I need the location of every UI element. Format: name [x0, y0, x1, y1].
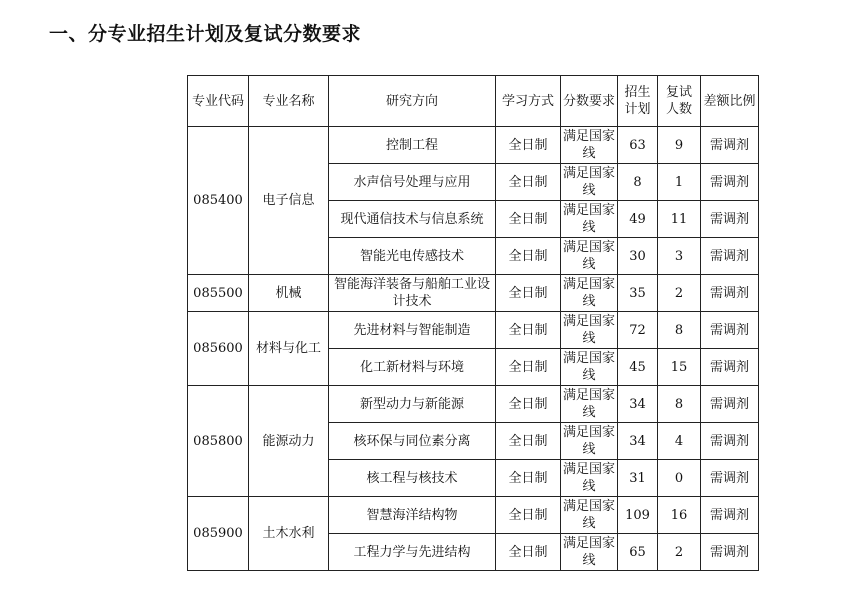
major-code-cell: 085900: [188, 497, 249, 571]
plan-cell: 63: [618, 127, 658, 164]
score-cell: 满足国家线: [561, 460, 618, 497]
direction-cell: 核环保与同位素分离: [329, 423, 496, 460]
major-code-cell: 085400: [188, 127, 249, 275]
header-code: 专业代码: [188, 76, 249, 127]
plan-cell: 31: [618, 460, 658, 497]
direction-cell: 工程力学与先进结构: [329, 534, 496, 571]
table-row: [188, 312, 759, 349]
header-ratio: 差额比例: [701, 76, 759, 127]
score-cell: 满足国家线: [561, 423, 618, 460]
header-plan: 招生计划: [618, 76, 658, 127]
retest-cell: 2: [658, 275, 701, 312]
retest-cell: 15: [658, 349, 701, 386]
ratio-cell: 需调剂: [701, 164, 759, 201]
direction-cell: 智慧海洋结构物: [329, 497, 496, 534]
score-cell: 满足国家线: [561, 497, 618, 534]
mode-cell: 全日制: [496, 201, 561, 238]
ratio-cell: 需调剂: [701, 312, 759, 349]
major-name-cell: 机械: [249, 275, 329, 312]
plan-cell: 49: [618, 201, 658, 238]
table-row: [188, 127, 759, 164]
direction-cell: 先进材料与智能制造: [329, 312, 496, 349]
plan-cell: 34: [618, 423, 658, 460]
retest-cell: 9: [658, 127, 701, 164]
major-code-cell: 085500: [188, 275, 249, 312]
admission-plan-table: [187, 75, 759, 571]
ratio-cell: 需调剂: [701, 423, 759, 460]
plan-cell: 8: [618, 164, 658, 201]
major-name-cell: 材料与化工: [249, 312, 329, 386]
ratio-cell: 需调剂: [701, 497, 759, 534]
plan-cell: 72: [618, 312, 658, 349]
retest-cell: 11: [658, 201, 701, 238]
retest-cell: 8: [658, 386, 701, 423]
score-cell: 满足国家线: [561, 312, 618, 349]
retest-cell: 8: [658, 312, 701, 349]
score-cell: 满足国家线: [561, 349, 618, 386]
direction-cell: 智能海洋装备与船舶工业设计技术: [329, 275, 496, 312]
major-name-cell: 电子信息: [249, 127, 329, 275]
ratio-cell: 需调剂: [701, 534, 759, 571]
plan-cell: 30: [618, 238, 658, 275]
mode-cell: 全日制: [496, 386, 561, 423]
ratio-cell: 需调剂: [701, 238, 759, 275]
header-retest: 复试人数: [658, 76, 701, 127]
mode-cell: 全日制: [496, 312, 561, 349]
ratio-cell: 需调剂: [701, 127, 759, 164]
direction-cell: 水声信号处理与应用: [329, 164, 496, 201]
score-cell: 满足国家线: [561, 534, 618, 571]
ratio-cell: 需调剂: [701, 460, 759, 497]
direction-cell: 智能光电传感技术: [329, 238, 496, 275]
retest-cell: 3: [658, 238, 701, 275]
table-row: [188, 386, 759, 423]
table-row: [188, 275, 759, 312]
score-cell: 满足国家线: [561, 386, 618, 423]
score-cell: 满足国家线: [561, 238, 618, 275]
header-score: 分数要求: [561, 76, 618, 127]
header-name: 专业名称: [249, 76, 329, 127]
major-name-cell: 土木水利: [249, 497, 329, 571]
section-heading: 一、分专业招生计划及复试分数要求: [49, 23, 362, 45]
direction-cell: 控制工程: [329, 127, 496, 164]
mode-cell: 全日制: [496, 534, 561, 571]
score-cell: 满足国家线: [561, 127, 618, 164]
score-cell: 满足国家线: [561, 275, 618, 312]
plan-cell: 45: [618, 349, 658, 386]
direction-cell: 现代通信技术与信息系统: [329, 201, 496, 238]
major-code-cell: 085600: [188, 312, 249, 386]
retest-cell: 0: [658, 460, 701, 497]
table-header-row: [188, 76, 759, 127]
score-cell: 满足国家线: [561, 201, 618, 238]
mode-cell: 全日制: [496, 275, 561, 312]
retest-cell: 4: [658, 423, 701, 460]
plan-cell: 65: [618, 534, 658, 571]
mode-cell: 全日制: [496, 238, 561, 275]
major-code-cell: 085800: [188, 386, 249, 497]
mode-cell: 全日制: [496, 423, 561, 460]
header-direction: 研究方向: [329, 76, 496, 127]
plan-cell: 109: [618, 497, 658, 534]
mode-cell: 全日制: [496, 127, 561, 164]
table-row: [188, 497, 759, 534]
retest-cell: 2: [658, 534, 701, 571]
mode-cell: 全日制: [496, 460, 561, 497]
ratio-cell: 需调剂: [701, 275, 759, 312]
retest-cell: 16: [658, 497, 701, 534]
plan-cell: 35: [618, 275, 658, 312]
ratio-cell: 需调剂: [701, 201, 759, 238]
retest-cell: 1: [658, 164, 701, 201]
ratio-cell: 需调剂: [701, 349, 759, 386]
mode-cell: 全日制: [496, 349, 561, 386]
mode-cell: 全日制: [496, 164, 561, 201]
direction-cell: 化工新材料与环境: [329, 349, 496, 386]
direction-cell: 新型动力与新能源: [329, 386, 496, 423]
score-cell: 满足国家线: [561, 164, 618, 201]
header-mode: 学习方式: [496, 76, 561, 127]
plan-cell: 34: [618, 386, 658, 423]
mode-cell: 全日制: [496, 497, 561, 534]
direction-cell: 核工程与核技术: [329, 460, 496, 497]
major-name-cell: 能源动力: [249, 386, 329, 497]
ratio-cell: 需调剂: [701, 386, 759, 423]
